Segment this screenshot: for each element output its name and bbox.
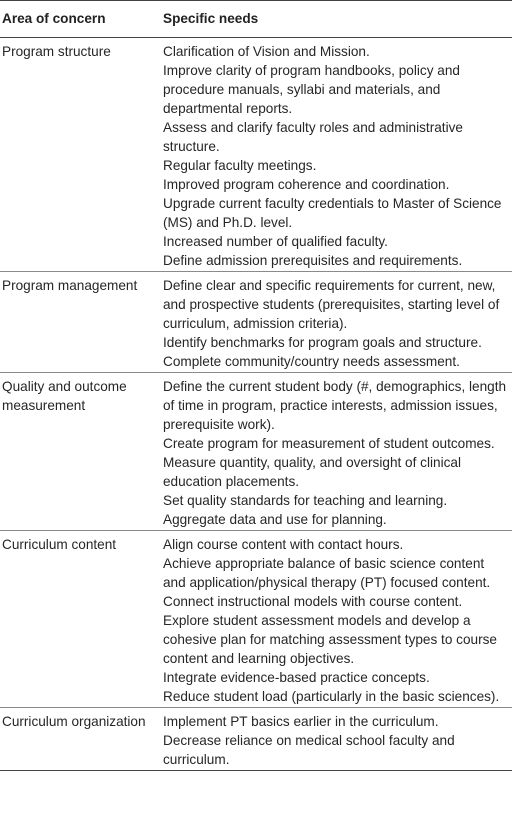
needs-cell <box>163 276 512 371</box>
needs-cell <box>163 712 512 769</box>
need-item: Assess and clarify faculty roles and administrative structure. <box>163 120 463 154</box>
need-item: Increased number of qualified faculty. <box>163 234 388 249</box>
need-item: Improved program coherence and coordination. <box>163 177 450 192</box>
need-item: Aggregate data and use for planning. <box>163 512 387 527</box>
top-rule <box>0 0 512 1</box>
area-cell: Quality and outcome measurement <box>2 379 127 413</box>
need-item: Measure quantity, quality, and oversight of clinical education placements. <box>163 455 461 489</box>
needs-cell <box>163 377 512 529</box>
need-item: Achieve appropriate balance of basic science content and application/physical therapy (PT) focused content. <box>163 556 491 590</box>
need-item: Identify benchmarks for program goals and structure. <box>163 335 482 350</box>
need-item: Create program for measurement of student outcomes. <box>163 436 495 451</box>
table-row <box>0 38 512 272</box>
need-item: Define clear and specific requirements for current, new, and prospective students (prerequisites, starting level of curriculum, admission criteria). <box>163 278 500 331</box>
need-item: Set quality standards for teaching and learning. <box>163 493 448 508</box>
table-header <box>0 0 512 38</box>
header-area-of-concern: Area of concern <box>2 11 106 26</box>
needs-cell <box>163 42 512 270</box>
need-item: Reduce student load (particularly in the basic sciences). <box>163 689 500 704</box>
table-row <box>0 531 512 708</box>
table-row <box>0 272 512 373</box>
table-row <box>0 373 512 531</box>
need-item: Regular faculty meetings. <box>163 158 317 173</box>
need-item: Connect instructional models with course content. <box>163 594 463 609</box>
need-item: Explore student assessment models and develop a cohesive plan for matching assessment types to course content and learning objectives. <box>163 613 497 666</box>
need-item: Decrease reliance on medical school faculty and curriculum. <box>163 733 455 767</box>
need-item: Define admission prerequisites and requirements. <box>163 253 463 268</box>
need-item: Align course content with contact hours. <box>163 537 404 552</box>
table-row <box>0 708 512 771</box>
need-item: Integrate evidence-based practice concepts. <box>163 670 430 685</box>
area-cell: Curriculum organization <box>2 714 146 729</box>
area-cell: Program structure <box>2 44 111 59</box>
need-item: Upgrade current faculty credentials to Master of Science (MS) and Ph.D. level. <box>163 196 502 230</box>
area-cell: Curriculum content <box>2 537 117 552</box>
need-item: Clarification of Vision and Mission. <box>163 44 370 59</box>
need-item: Implement PT basics earlier in the curriculum. <box>163 714 439 729</box>
area-cell: Program management <box>2 278 138 293</box>
need-item: Complete community/country needs assessment. <box>163 354 460 369</box>
need-item: Define the current student body (#, demographics, length of time in program, practice interests, admission issues, prerequisite work). <box>163 379 507 432</box>
header-specific-needs: Specific needs <box>163 11 259 26</box>
need-item: Improve clarity of program handbooks, policy and procedure manuals, syllabi and materials, and departmental reports. <box>163 63 460 116</box>
needs-cell <box>163 535 512 706</box>
